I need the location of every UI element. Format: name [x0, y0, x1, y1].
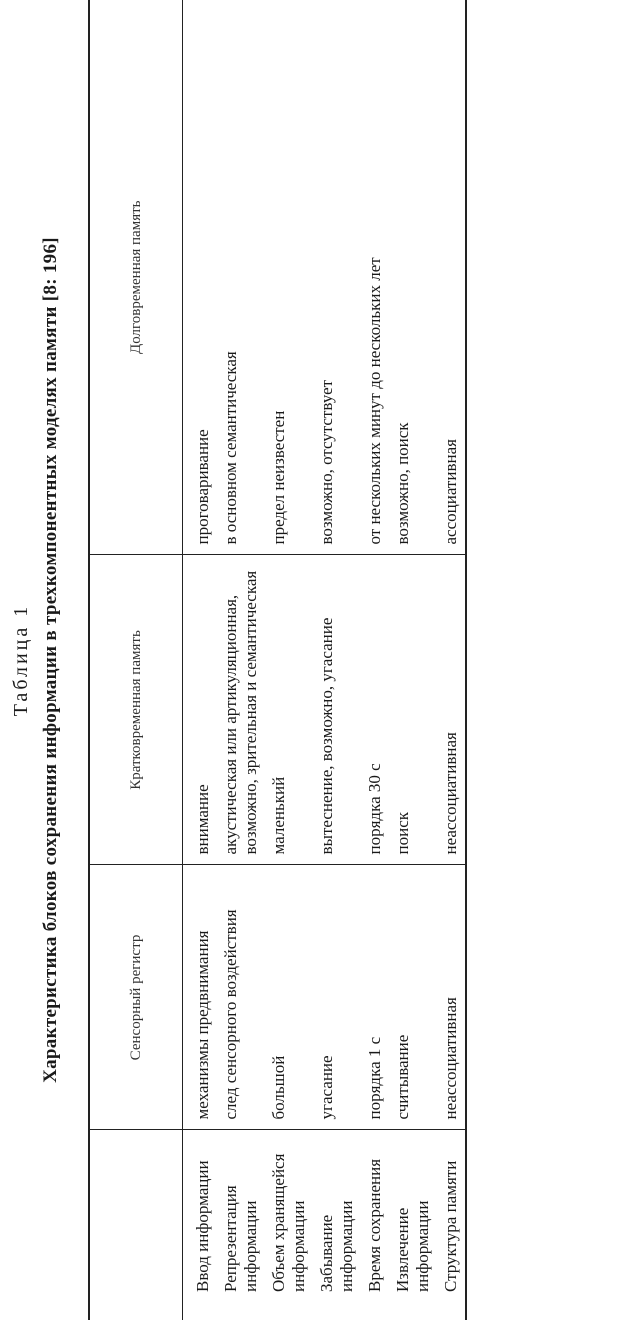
row-label: Извлечение информации: [393, 1200, 432, 1292]
cell-long-term: проговаривание: [183, 0, 218, 555]
table-row: [265, 0, 313, 1320]
header-row: [89, 0, 183, 1320]
cell-sensory: считывание: [389, 865, 437, 1130]
row-label: Структура памяти: [437, 1130, 466, 1320]
cell-short-term: вытеснение, возможно, угасание: [313, 555, 361, 865]
cell-long-term: в основном семантическая: [217, 0, 265, 555]
memory-table: [88, 0, 467, 1320]
table-row: [437, 0, 466, 1320]
cell-sensory: большой: [265, 865, 313, 1130]
cell-short-term: порядка 30 с: [361, 555, 389, 865]
header-short-term-memory: Кратковременная память: [89, 555, 183, 865]
table-caption: Таблица 1: [10, 603, 32, 717]
table-row: [313, 0, 361, 1320]
table-row: [217, 0, 265, 1320]
cell-short-term: неассоциативная: [437, 555, 466, 865]
cell-sensory: след сенсорного воздействия: [217, 865, 265, 1130]
cell-sensory: порядка 1 с: [361, 865, 389, 1130]
header-sensory-register: Сенсорный регистр: [89, 865, 183, 1130]
table-row: [389, 0, 437, 1320]
header-long-term-memory: Долговременная память: [89, 0, 183, 555]
cell-short-term: внимание: [183, 555, 218, 865]
cell-sensory: механизмы предвнимания: [183, 865, 218, 1130]
cell-sensory: неассоциативная: [437, 865, 466, 1130]
cell-short-term: маленький: [265, 555, 313, 865]
cell-long-term: ассоциативная: [437, 0, 466, 555]
cell-long-term: возможно, поиск: [389, 0, 437, 555]
table-row: [361, 0, 389, 1320]
cell-sensory: угасание: [313, 865, 361, 1130]
cell-long-term: предел неизвестен: [265, 0, 313, 555]
cell-short-term: акустическая или артикуляционная, возможно, зрительная и семантическая: [217, 555, 265, 865]
row-label: Забывание информации: [317, 1200, 356, 1292]
row-label: Объем хранящейся информации: [269, 1153, 308, 1292]
table-row: [183, 0, 218, 1320]
cell-short-term: поиск: [389, 555, 437, 865]
row-label: Время сохранения: [365, 1158, 384, 1292]
cell-long-term: от нескольких минут до нескольких лет: [361, 0, 389, 555]
row-label: Репрезентация информации: [221, 1185, 260, 1292]
row-label: Ввод информации: [193, 1160, 212, 1292]
table-title: Характеристика блоков сохранения информации в трехкомпонентных моделях памяти [8: 196]: [40, 237, 61, 1083]
cell-long-term: возможно, отсутствует: [313, 0, 361, 555]
header-cell-empty: [89, 1130, 183, 1320]
